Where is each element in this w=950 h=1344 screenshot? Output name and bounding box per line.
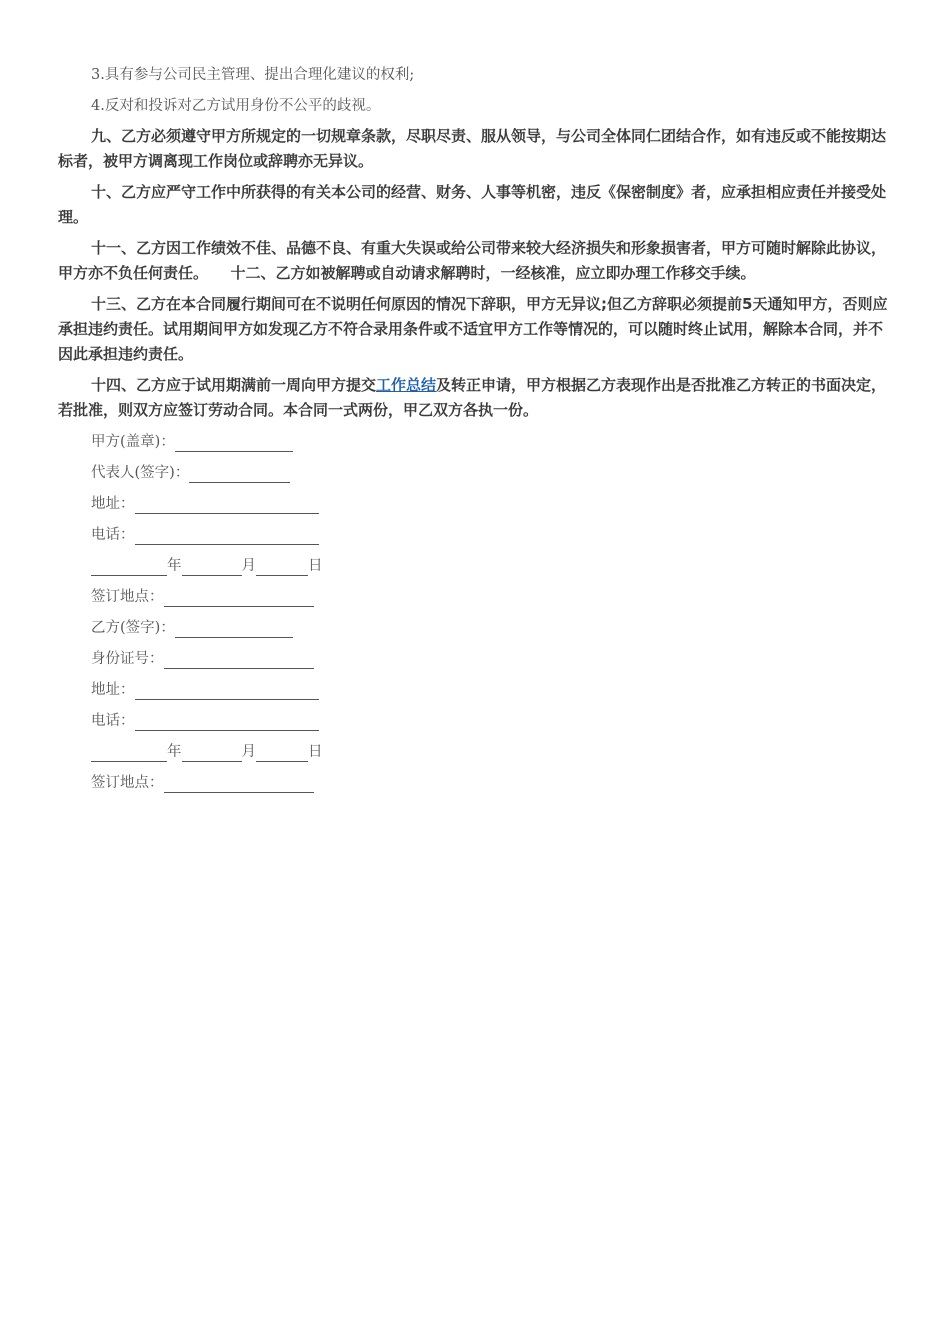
party-b-phone-row — [58, 708, 888, 734]
party-b-day-label: 日 — [308, 744, 323, 760]
party-a-phone-label: 电话： — [91, 527, 135, 543]
party-a-place-label: 签订地点： — [91, 589, 164, 605]
clause-10: 十、乙方应严守工作中所获得的有关本公司的经营、财务、人事等机密，违反《保密制度》者，应承担相应责任并接受处理。 — [58, 183, 887, 226]
party-b-month-label: 月 — [241, 744, 256, 760]
party-b-year-blank[interactable] — [91, 743, 167, 762]
party-a-month-label: 月 — [241, 558, 256, 574]
party-b-place-row — [58, 770, 888, 796]
party-a-day-blank[interactable] — [256, 557, 308, 576]
party-a-phone-blank[interactable] — [135, 526, 319, 545]
party-a-seal-blank[interactable] — [175, 433, 293, 452]
party-b-place-label: 签订地点： — [91, 775, 164, 791]
right-item-4: 4.反对和投诉对乙方试用身份不公平的歧视。 — [91, 98, 381, 114]
party-b-sign-label: 乙方(签字)： — [91, 620, 175, 636]
party-b-month-blank[interactable] — [182, 743, 242, 762]
party-a-day-label: 日 — [308, 558, 323, 574]
party-a-seal-row — [58, 429, 888, 455]
party-b-sign-row — [58, 615, 888, 641]
work-summary-link[interactable]: 工作总结 — [376, 376, 437, 394]
clause-14-text-end: 及转正申请，甲方根据乙方表现作出是否批准乙方转正的书面决定，若批准，则双方应签订劳动合同。本合同一式两份，甲乙双方各执一份。 — [58, 376, 887, 419]
contract-page — [58, 62, 888, 801]
party-a-date-row — [58, 553, 888, 579]
party-b-id-blank[interactable] — [164, 650, 314, 669]
party-a-rep-label: 代表人(签字)： — [91, 465, 190, 481]
party-a-rep-blank[interactable] — [189, 464, 290, 483]
clause-13: 十三、乙方在本合同履行期间可在不说明任何原因的情况下辞职，甲方无异议;但乙方辞职必须提前5天通知甲方，否则应承担违约责任。试用期间甲方如发现乙方不符合录用条件或不适宜甲方工作等情况的，可以随时终止试用，解除本合同，并不因此承担违约责任。 — [58, 295, 888, 363]
party-b-address-blank[interactable] — [135, 681, 319, 700]
party-a-rep-row — [58, 460, 888, 486]
clause-9: 九、乙方必须遵守甲方所规定的一切规章条款，尽职尽责、服从领导，与公司全体同仁团结合作，如有违反或不能按期达标者，被甲方调离现工作岗位或辞聘亦无异议。 — [58, 127, 887, 170]
clause-14-text-start: 十四、乙方应于试用期满前一周向甲方提交 — [91, 376, 377, 394]
party-b-id-row — [58, 646, 888, 672]
party-a-seal-label: 甲方(盖章)： — [91, 434, 175, 450]
party-a-place-row — [58, 584, 888, 610]
party-b-place-blank[interactable] — [164, 774, 314, 793]
clause-11-12: 十一、乙方因工作绩效不佳、品德不良、有重大失误或给公司带来较大经济损失和形象损害者，甲方可随时解除此协议，甲方亦不负任何责任。 十二、乙方如被解聘或自动请求解聘时，一经核准，应立即办理工作移交手续。 — [58, 239, 887, 282]
party-b-phone-label: 电话： — [91, 713, 135, 729]
party-a-year-label: 年 — [167, 558, 182, 574]
party-b-year-label: 年 — [167, 744, 182, 760]
party-a-place-blank[interactable] — [164, 588, 314, 607]
party-a-address-row — [58, 491, 888, 517]
party-b-id-label: 身份证号： — [91, 651, 164, 667]
party-a-phone-row — [58, 522, 888, 548]
party-a-month-blank[interactable] — [182, 557, 242, 576]
right-item-3: 3.具有参与公司民主管理、提出合理化建议的权利; — [91, 67, 415, 83]
clause-14 — [58, 373, 888, 423]
party-b-address-label: 地址： — [91, 682, 135, 698]
party-a-address-label: 地址： — [91, 496, 135, 512]
party-a-year-blank[interactable] — [91, 557, 167, 576]
party-a-address-blank[interactable] — [135, 495, 319, 514]
party-b-sign-blank[interactable] — [175, 619, 293, 638]
party-b-address-row — [58, 677, 888, 703]
party-b-day-blank[interactable] — [256, 743, 308, 762]
party-b-date-row — [58, 739, 888, 765]
party-b-phone-blank[interactable] — [135, 712, 319, 731]
